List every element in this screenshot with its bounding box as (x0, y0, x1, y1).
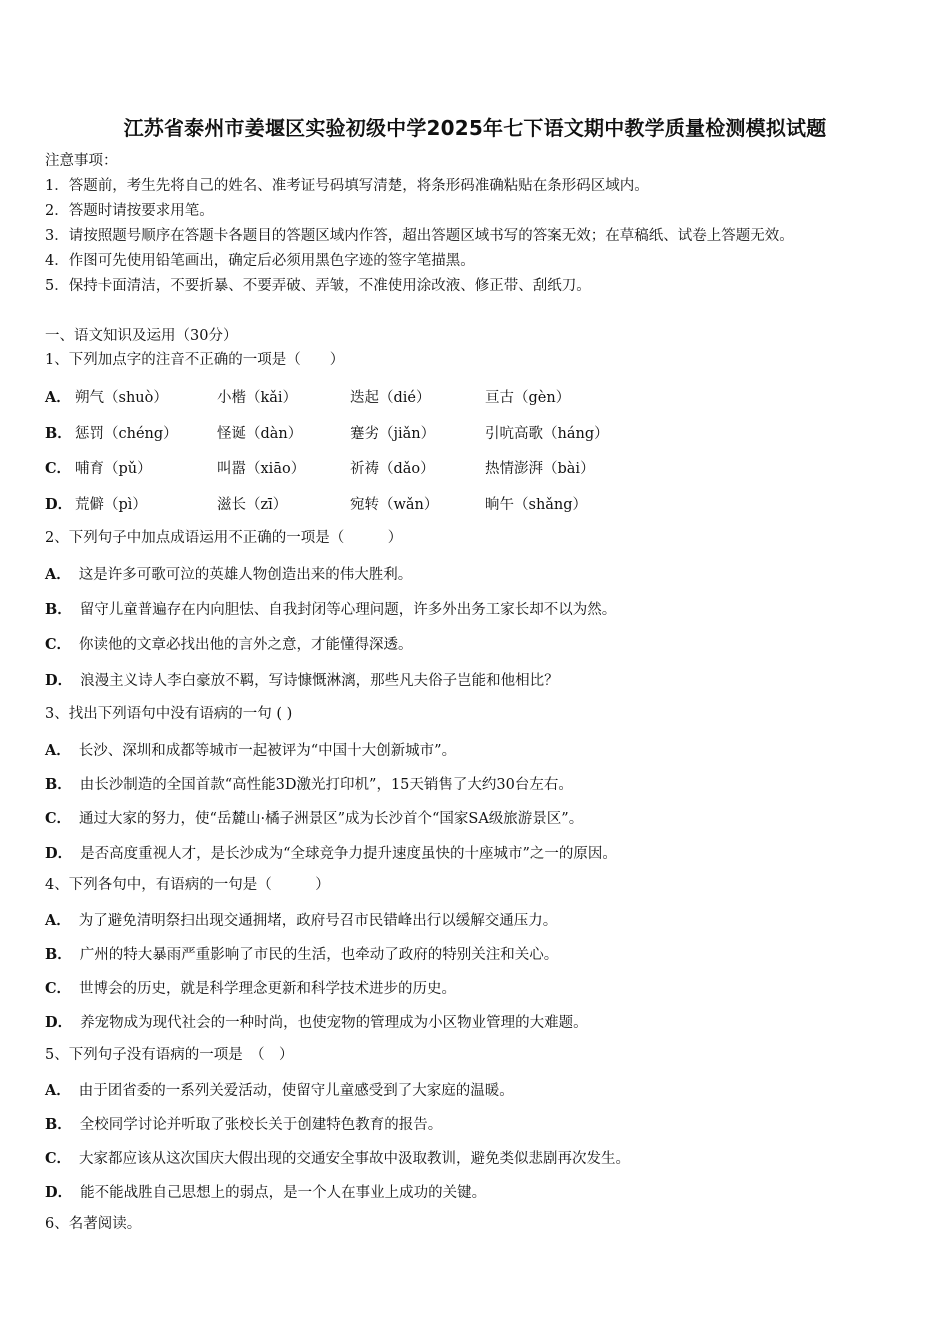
q3-option-d (45, 842, 617, 863)
question-2-stem: 2、下列句子中加点成语运用不正确的一项是（ ） (45, 530, 403, 546)
q4-option-b (45, 943, 558, 964)
q2-option-c (45, 633, 413, 654)
option-text: 浪漫主义诗人李白豪放不羁，写诗慷慨淋漓，那些凡夫俗子岂能和他相比？ (80, 673, 559, 689)
q5-option-b (45, 1113, 442, 1134)
option-label: B． (45, 1116, 72, 1133)
option-item: 哺育（pǔ） (75, 461, 152, 477)
option-text: 能不能战胜自己思想上的弱点，是一个人在事业上成功的关键。 (80, 1185, 487, 1201)
option-label: B． (45, 601, 72, 618)
option-label: D． (45, 845, 73, 862)
option-label: C． (45, 636, 72, 653)
option-label: C． (45, 980, 72, 997)
option-label: C． (45, 460, 72, 477)
notice-item: 4．作图可先使用铅笔画出，确定后必须用黑色字迹的签字笔描黑。 (45, 253, 475, 269)
option-text: 广州的特大暴雨严重影响了市民的生活，也牵动了政府的特别关注和关心。 (79, 947, 559, 963)
option-text: 为了避免清明祭扫出现交通拥堵，政府号召市民错峰出行以缓解交通压力。 (78, 913, 558, 929)
option-item: 滋长（zī） (217, 497, 288, 513)
option-text: 全校同学讨论并听取了张校长关于创建特色教育的报告。 (79, 1117, 443, 1133)
question-3-stem: 3、找出下列语句中没有语病的一句 ( ) (45, 706, 293, 722)
option-item: 怪诞（dàn） (217, 426, 303, 442)
option-item: 小楷（kǎi） (217, 390, 298, 406)
q2-option-a (45, 563, 412, 584)
option-label: C． (45, 810, 72, 827)
question-6-stem: 6、名著阅读。 (45, 1216, 142, 1232)
q5-option-c (45, 1147, 630, 1168)
option-label: A． (45, 389, 71, 406)
option-item: 迭起（dié） (350, 390, 431, 406)
option-item: 蹇劣（jiǎn） (350, 426, 436, 442)
option-item: 祈祷（dǎo） (350, 461, 435, 477)
q3-option-b (45, 773, 573, 794)
q4-option-d (45, 1011, 588, 1032)
section-heading: 一、语文知识及运用（30分） (45, 328, 238, 344)
q4-option-a (45, 909, 557, 930)
option-item: 热情澎湃（bài） (485, 461, 595, 477)
option-text: 养宠物成为现代社会的一种时尚，也使宠物的管理成为小区物业管理的大难题。 (80, 1015, 588, 1031)
notice-item: 2．答题时请按要求用笔。 (45, 203, 214, 219)
option-text: 由于团省委的一系列关爱活动，使留守儿童感受到了大家庭的温暖。 (78, 1083, 514, 1099)
option-label: A． (45, 566, 71, 583)
q5-option-d (45, 1181, 486, 1202)
q4-option-c (45, 977, 456, 998)
option-text: 大家都应该从这次国庆大假出现的交通安全事故中汲取教训，避免类似悲剧再次发生。 (79, 1151, 631, 1167)
option-text: 留守儿童普遍存在内向胆怯、自我封闭等心理问题，许多外出务工家长却不以为然。 (79, 602, 617, 618)
option-item: 惩罚（chéng） (75, 426, 178, 442)
q2-option-b (45, 598, 616, 619)
option-label: D． (45, 1184, 73, 1201)
notice-item: 5．保持卡面清洁，不要折暴、不要弄破、弄皱，不准使用涂改液、修正带、刮纸刀。 (45, 278, 591, 294)
option-label: A． (45, 742, 71, 759)
question-5-stem: 5、下列句子没有语病的一项是 （ ） (45, 1047, 294, 1063)
option-label: D． (45, 672, 73, 689)
option-item: 亘古（gèn） (485, 390, 571, 406)
option-label: A． (45, 912, 71, 929)
option-item: 引吭高歌（háng） (485, 426, 609, 442)
option-text: 是否高度重视人才，是长沙成为“全球竞争力提升速度虽快的十座城市”之一的原因。 (80, 846, 617, 862)
option-item: 荒僻（pì） (75, 497, 147, 513)
notice-item: 1．答题前，考生先将自己的姓名、准考证号码填写清楚，将条形码准确粘贴在条形码区域内。 (45, 178, 649, 194)
option-item: 叫嚣（xiāo） (217, 461, 306, 477)
option-item: 朔气（shuò） (75, 390, 168, 406)
option-text: 这是许多可歌可泣的英雄人物创造出来的伟大胜利。 (78, 567, 413, 583)
q3-option-c (45, 807, 583, 828)
question-4-stem: 4、下列各句中，有语病的一句是（ ） (45, 877, 330, 893)
option-label: D． (45, 496, 73, 513)
option-label: B． (45, 425, 72, 442)
q5-option-a (45, 1079, 514, 1100)
option-text: 你读他的文章必找出他的言外之意，才能懂得深透。 (79, 637, 413, 653)
option-label: D． (45, 1014, 73, 1031)
option-item: 晌午（shǎng） (485, 497, 588, 513)
notice-heading: 注意事项： (45, 153, 118, 169)
q2-option-d (45, 669, 559, 690)
option-label: A． (45, 1082, 71, 1099)
q3-option-a (45, 739, 456, 760)
option-label: B． (45, 946, 72, 963)
option-text: 世博会的历史，就是科学理念更新和科学技术进步的历史。 (79, 981, 457, 997)
exam-title: 江苏省泰州市姜堰区实验初级中学2025年七下语文期中教学质量检测模拟试题 (123, 116, 827, 140)
question-1-stem: 1、下列加点字的注音不正确的一项是（ ） (45, 352, 345, 368)
notice-item: 3．请按照题号顺序在答题卡各题目的答题区域内作答，超出答题区域书写的答案无效；在草稿纸、试卷上答题无效。 (45, 228, 794, 244)
option-item: 宛转（wǎn） (350, 497, 439, 513)
option-text: 长沙、深圳和成都等城市一起被评为“中国十大创新城市”。 (78, 743, 457, 759)
option-label: C． (45, 1150, 72, 1167)
option-label: B． (45, 776, 72, 793)
option-text: 由长沙制造的全国首款“高性能3D激光打印机”，15天销售了大约30台左右。 (79, 777, 573, 793)
option-text: 通过大家的努力，使“岳麓山·橘子洲景区”成为长沙首个“国家SA级旅游景区”。 (79, 811, 584, 827)
